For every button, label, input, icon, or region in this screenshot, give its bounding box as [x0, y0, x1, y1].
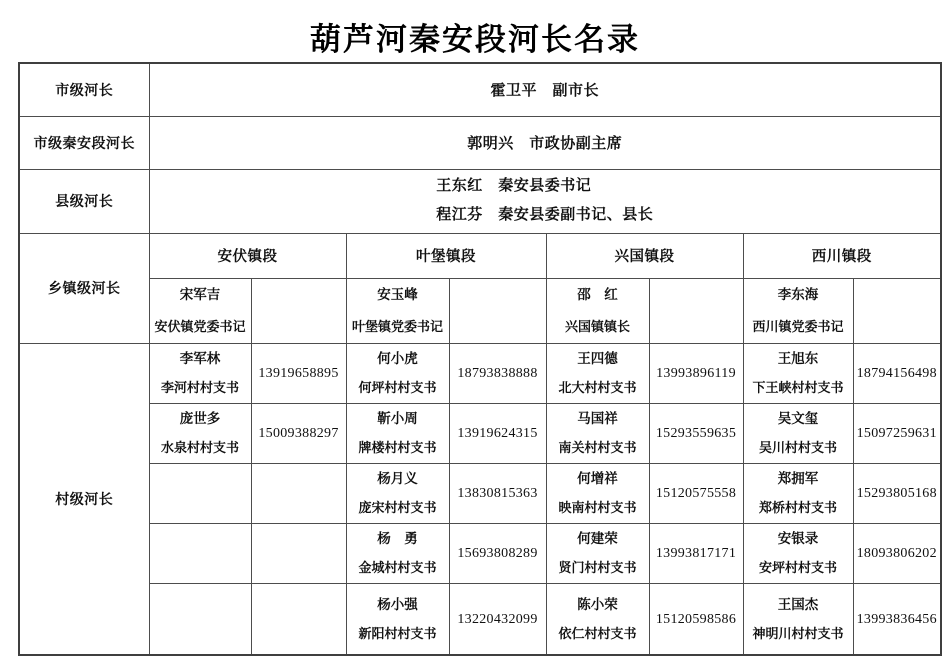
- row-label-text: 乡镇级河长: [48, 280, 121, 296]
- chief-phone: 13993836456: [856, 611, 937, 627]
- village-chief-cell: [743, 403, 853, 463]
- chief-phone: 13993817171: [655, 546, 737, 561]
- township-phone-cell: [251, 278, 346, 343]
- village-phone-cell: [853, 403, 941, 463]
- table-row: [19, 523, 941, 583]
- chief-title: 西川镇党委书记: [752, 319, 844, 335]
- row-label-township-level: [19, 233, 149, 343]
- chief-name: 安银录: [777, 531, 819, 547]
- city-section-chief-name-title: 郭明兴 市政协副主席: [467, 135, 623, 152]
- township-phone-cell: [449, 278, 546, 343]
- chief-name: 何建荣: [577, 531, 618, 547]
- table-row: [19, 583, 941, 655]
- chief-phone: 18794156498: [856, 366, 937, 381]
- chief-name: 郑拥军: [777, 471, 819, 487]
- table-row: [19, 403, 941, 463]
- township-chief-cell: [346, 278, 449, 343]
- village-phone-cell: [251, 523, 346, 583]
- chief-name: 李东海: [777, 286, 819, 302]
- chief-phone: 13220432099: [457, 611, 538, 627]
- village-phone-cell: [649, 463, 743, 523]
- section-header-text: 安伏镇段: [217, 249, 278, 265]
- township-phone-cell: [853, 278, 941, 343]
- section-header-text: 西川镇段: [811, 249, 872, 265]
- village-chief-cell: [149, 343, 251, 403]
- chief-phone: 13919624315: [457, 426, 538, 441]
- chief-name: 杨 勇: [377, 531, 418, 547]
- chief-phone: 13830815363: [457, 486, 538, 501]
- village-chief-cell: [743, 583, 853, 655]
- village-phone-cell: [251, 583, 346, 655]
- section-header-text: 兴国镇段: [614, 249, 675, 265]
- village-chief-cell: [546, 523, 649, 583]
- chief-phone: 13993896119: [656, 366, 736, 381]
- chief-phone: 15009388297: [258, 426, 339, 441]
- village-chief-cell: [149, 583, 251, 655]
- chief-name: 李军林: [179, 351, 221, 367]
- chief-phone: 15293559635: [655, 426, 737, 441]
- row-label-text: 村级河长: [55, 490, 114, 507]
- county-chief-line-2: 程江芬 秦安县委副书记、县长: [436, 206, 654, 223]
- chief-title: 兴国镇镇长: [564, 319, 630, 335]
- chief-phone: 15693808289: [457, 546, 538, 561]
- row-label-city-section-level: [19, 116, 149, 169]
- village-phone-cell: [649, 523, 743, 583]
- table-row: [19, 233, 941, 278]
- chief-phone: 15293805168: [856, 486, 937, 501]
- township-phone-cell: [649, 278, 743, 343]
- table-row: [19, 169, 941, 233]
- village-chief-cell: [149, 463, 251, 523]
- city-level-value-cell: [149, 63, 941, 116]
- chief-phone: 18793838888: [457, 366, 538, 381]
- village-chief-cell: [346, 463, 449, 523]
- chief-name: 邵 红: [577, 286, 618, 302]
- township-chief-cell: [743, 278, 853, 343]
- village-phone-cell: [449, 523, 546, 583]
- chief-title: 叶堡镇党委书记: [351, 319, 443, 335]
- chief-name: 庞世多: [179, 411, 221, 427]
- chief-phone: 15120598586: [655, 611, 737, 627]
- village-phone-cell: [853, 463, 941, 523]
- page-title: 葫芦河秦安段河长名录: [310, 22, 640, 57]
- chief-name: 王国杰: [777, 597, 819, 612]
- village-phone-cell: [649, 343, 743, 403]
- row-label-village-level: [19, 343, 149, 655]
- village-chief-cell: [546, 403, 649, 463]
- section-header-text: 叶堡镇段: [416, 249, 476, 265]
- village-phone-cell: [251, 403, 346, 463]
- village-phone-cell: [449, 343, 546, 403]
- village-chief-cell: [346, 583, 449, 655]
- table-row: [19, 278, 941, 343]
- chief-name: 杨月义: [377, 471, 418, 487]
- chief-title: 北大村村支书: [558, 379, 637, 395]
- county-chief-line-1: 王东红 秦安县委书记: [436, 177, 592, 194]
- chief-title: 安伏镇党委书记: [154, 319, 246, 335]
- chief-name: 安玉峰: [377, 286, 418, 302]
- city-chief-name-title: 霍卫平 副市长: [490, 82, 600, 100]
- village-chief-cell: [743, 523, 853, 583]
- chief-phone: 13919658895: [258, 366, 339, 381]
- village-chief-cell: [346, 523, 449, 583]
- chief-title: 安坪村村支书: [758, 559, 837, 575]
- river-chief-table: [18, 62, 942, 656]
- village-chief-cell: [743, 343, 853, 403]
- chief-title: 庞宋村村支书: [358, 499, 437, 515]
- village-chief-cell: [546, 343, 649, 403]
- chief-name: 陈小荣: [577, 597, 618, 612]
- chief-name: 马国祥: [577, 411, 618, 427]
- chief-title: 南关村村支书: [558, 439, 637, 455]
- city-section-value-cell: [149, 116, 941, 169]
- township-chief-cell: [149, 278, 251, 343]
- village-phone-cell: [853, 583, 941, 655]
- section-header-yebao: [346, 233, 546, 278]
- chief-name: 何增祥: [577, 471, 618, 487]
- chief-title: 神明川村村支书: [752, 625, 844, 641]
- chief-title: 吴川村村支书: [758, 439, 837, 455]
- village-chief-cell: [546, 463, 649, 523]
- chief-name: 杨小强: [377, 597, 418, 612]
- row-label-county-level: [19, 169, 149, 233]
- chief-title: 何坪村村支书: [358, 379, 437, 395]
- village-chief-cell: [546, 583, 649, 655]
- chief-title: 映南村村支书: [558, 499, 637, 515]
- chief-name: 吴文玺: [777, 411, 819, 427]
- section-header-anfu: [149, 233, 346, 278]
- chief-name: 王四德: [577, 351, 618, 367]
- village-phone-cell: [649, 583, 743, 655]
- village-chief-cell: [743, 463, 853, 523]
- chief-name: 宋军吉: [179, 286, 221, 302]
- village-phone-cell: [649, 403, 743, 463]
- village-chief-cell: [149, 403, 251, 463]
- row-label-text: 县级河长: [55, 193, 114, 209]
- village-phone-cell: [251, 463, 346, 523]
- chief-title: 依仁村村支书: [558, 625, 637, 641]
- chief-name: 何小虎: [377, 351, 418, 367]
- section-header-xichuan: [743, 233, 941, 278]
- section-header-xingguo: [546, 233, 743, 278]
- village-phone-cell: [449, 403, 546, 463]
- village-phone-cell: [853, 523, 941, 583]
- village-phone-cell: [251, 343, 346, 403]
- chief-title: 水泉村村支书: [160, 439, 239, 455]
- table-row: [19, 63, 941, 116]
- village-chief-cell: [346, 403, 449, 463]
- table-row: [19, 343, 941, 403]
- chief-phone: 15120575558: [655, 486, 737, 501]
- chief-name: 靳小周: [377, 411, 418, 427]
- village-phone-cell: [853, 343, 941, 403]
- row-label-text: 市级河长: [55, 81, 114, 98]
- village-phone-cell: [449, 583, 546, 655]
- county-chiefs-block: [436, 178, 653, 222]
- village-chief-cell: [149, 523, 251, 583]
- row-label-text: 市级秦安段河长: [33, 134, 135, 151]
- chief-title: 新阳村村支书: [358, 625, 437, 641]
- chief-name: 王旭东: [777, 351, 819, 367]
- chief-title: 李河村村支书: [160, 379, 239, 395]
- village-phone-cell: [449, 463, 546, 523]
- table-row: [19, 116, 941, 169]
- chief-phone: 18093806202: [856, 546, 937, 561]
- chief-phone: 15097259631: [856, 426, 937, 441]
- township-chief-cell: [546, 278, 649, 343]
- chief-title: 金城村村支书: [358, 559, 437, 575]
- row-label-city-level: [19, 63, 149, 116]
- village-chief-cell: [346, 343, 449, 403]
- table-row: [19, 463, 941, 523]
- county-level-value-cell: [149, 169, 941, 233]
- chief-title: 牌楼村村支书: [358, 439, 437, 455]
- chief-title: 贤门村村支书: [558, 559, 637, 575]
- chief-title: 下王峡村村支书: [752, 379, 844, 395]
- chief-title: 郑桥村村支书: [758, 499, 837, 515]
